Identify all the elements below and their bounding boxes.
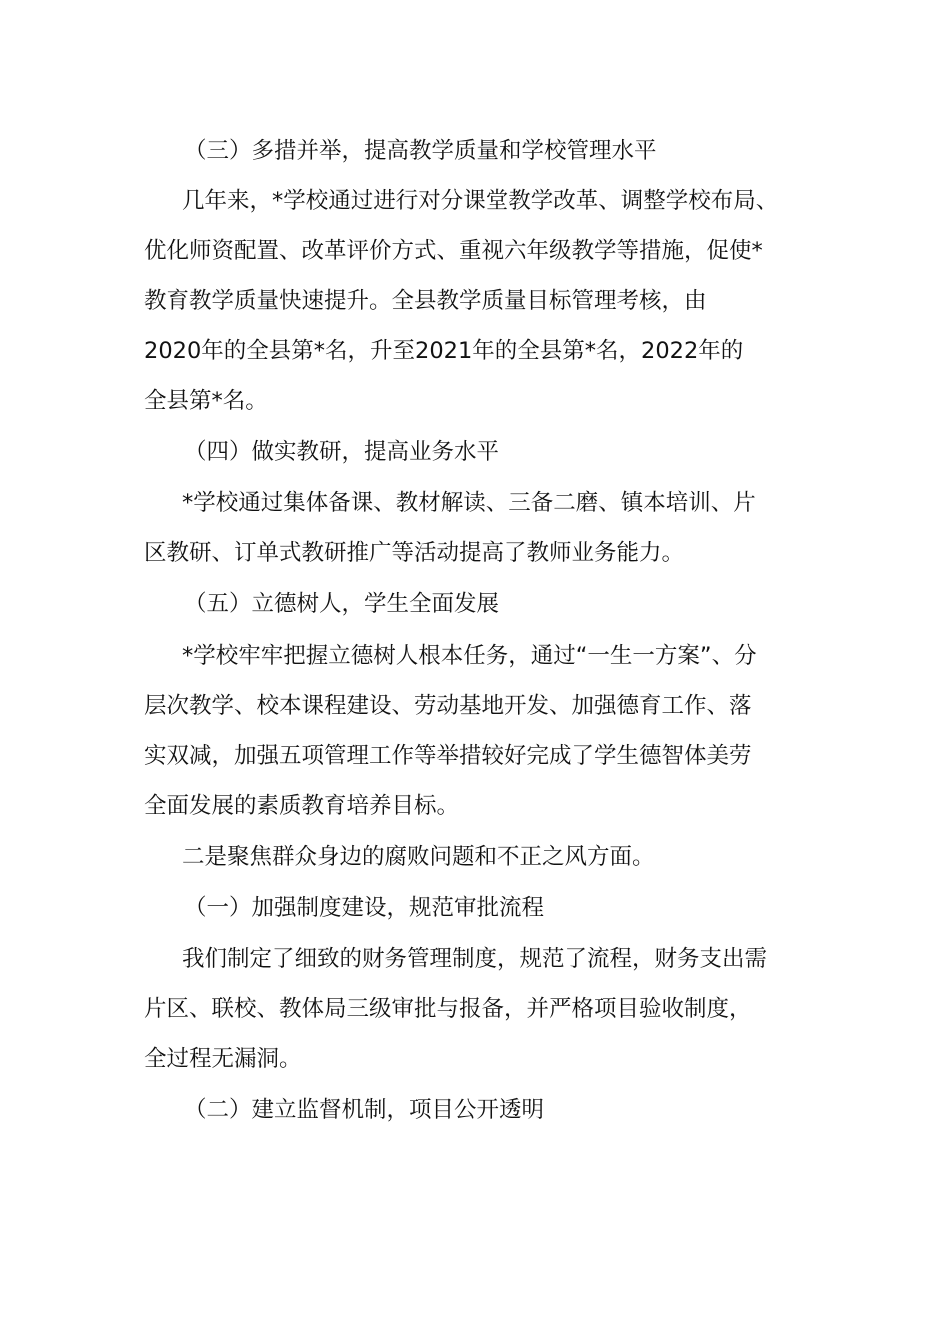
paragraph-line: 全县第*名。 — [144, 388, 268, 414]
section-heading-4: （四）做实教研，提高业务水平 — [184, 439, 500, 465]
section-heading-5: （五）立德树人，学生全面发展 — [184, 591, 500, 617]
paragraph-line: 实双减，加强五项管理工作等举措较好完成了学生德智体美劳 — [144, 743, 752, 769]
paragraph-line: *学校通过集体备课、教材解读、三备二磨、镇本培训、片 — [182, 490, 756, 516]
paragraph-line: 2020年的全县第*名，升至2021年的全县第*名，2022年的 — [144, 338, 744, 364]
paragraph-line: 几年来，*学校通过进行对分课堂教学改革、调整学校布局、 — [182, 188, 779, 214]
paragraph-line: 全面发展的素质教育培养目标。 — [144, 793, 460, 819]
paragraph-line: 片区、联校、教体局三级审批与报备，并严格项目验收制度， — [144, 996, 752, 1022]
paragraph-line: 优化师资配置、改革评价方式、重视六年级教学等措施，促使* — [144, 238, 763, 264]
paragraph-line: 二是聚焦群众身边的腐败问题和不正之风方面。 — [182, 844, 655, 870]
paragraph-line: 教育教学质量快速提升。全县教学质量目标管理考核，由 — [144, 288, 707, 314]
section-heading-2: （二）建立监督机制，项目公开透明 — [184, 1097, 545, 1123]
paragraph-line: 区教研、订单式教研推广等活动提高了教师业务能力。 — [144, 540, 685, 566]
section-heading-1: （一）加强制度建设，规范审批流程 — [184, 895, 545, 921]
paragraph-line: 我们制定了细致的财务管理制度，规范了流程，财务支出需 — [182, 946, 768, 972]
paragraph-line: 层次教学、校本课程建设、劳动基地开发、加强德育工作、落 — [144, 693, 752, 719]
paragraph-line: *学校牢牢把握立德树人根本任务，通过“一生一方案”、分 — [182, 643, 757, 669]
section-heading-3: （三）多措并举，提高教学质量和学校管理水平 — [184, 138, 657, 164]
paragraph-line: 全过程无漏洞。 — [144, 1046, 302, 1072]
